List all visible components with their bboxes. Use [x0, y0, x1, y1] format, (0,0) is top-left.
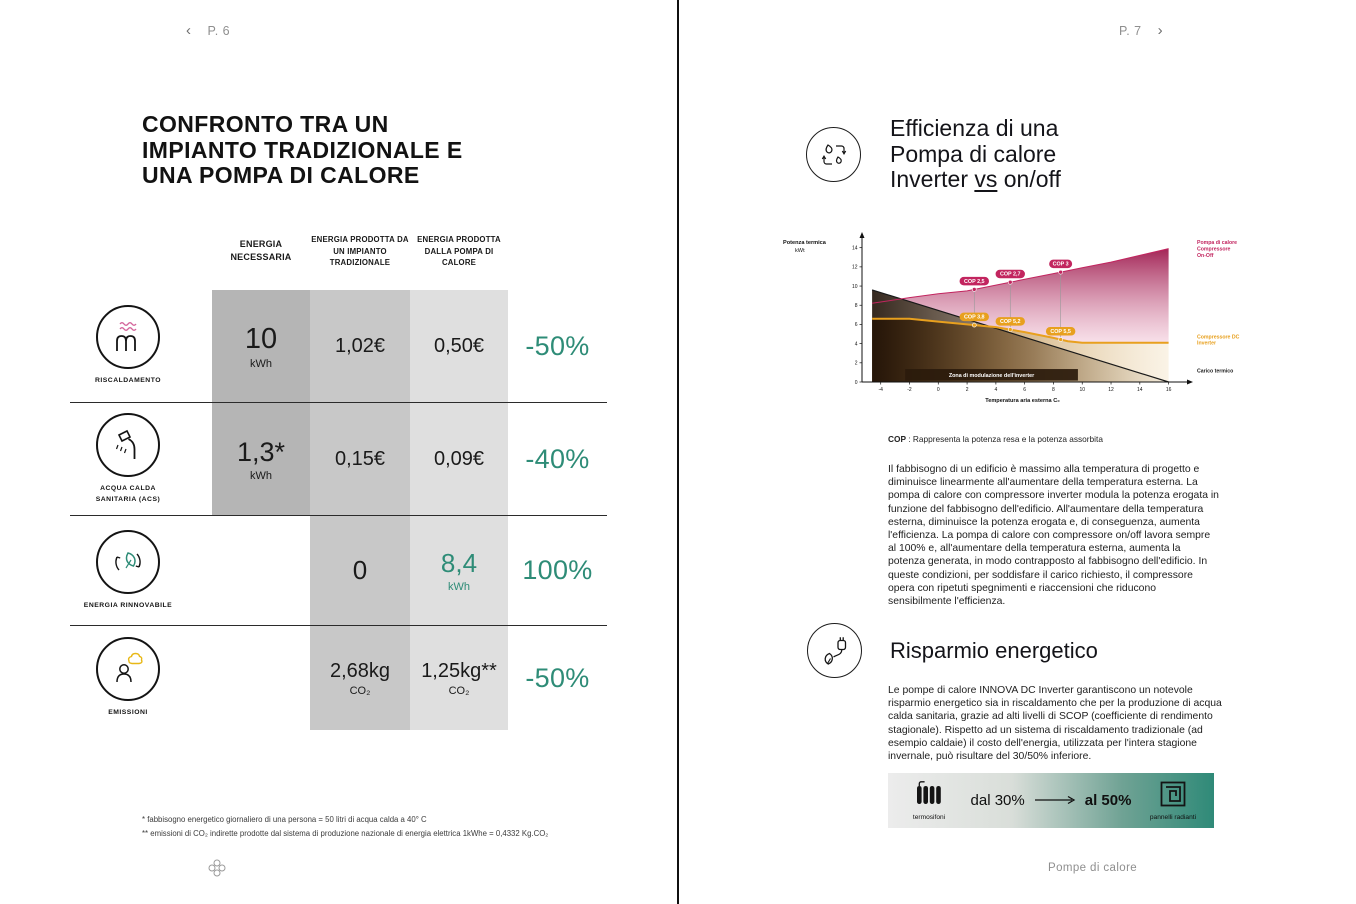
footnote: ** emissioni di CO₂ indirette prodotte dal sistema di produzione nazionale di energia elettrica 1kWhe = 0,4332 Kg.CO₂ [142, 828, 549, 838]
svg-text:COP 5,2: COP 5,2 [999, 319, 1021, 326]
value: 1,02€ [334, 334, 386, 357]
svg-text:14: 14 [1137, 387, 1143, 393]
legend-label: Carico termico [1197, 368, 1234, 375]
value-unit: kWh [448, 581, 470, 593]
page-6-label: P. 6 [207, 23, 231, 38]
svg-text:8: 8 [854, 303, 858, 310]
legend-label: Pompa di calore [1197, 240, 1238, 246]
title-line: Inverter vs on/off [890, 166, 1061, 192]
efficiency-title [890, 116, 1061, 193]
svg-text:2: 2 [854, 360, 858, 367]
title-line: UNA POMPA DI CALORE [142, 162, 420, 188]
delta-value: -50% [525, 662, 590, 693]
value: 0,50€ [433, 334, 485, 357]
value-unit: CO₂ [349, 684, 371, 697]
value: 1,25kg** [421, 659, 497, 682]
svg-text:Potenza termica: Potenza termica [783, 240, 826, 246]
banner-right [1141, 781, 1205, 821]
value: 0,15€ [334, 447, 386, 470]
legend-label: On-Off [1197, 252, 1214, 259]
page-7-nav [1119, 23, 1163, 38]
modulation-zone-label: Zona di modulazione dell'inverter [948, 372, 1035, 379]
value: 2,68kg [329, 659, 391, 682]
value: 8,4 [440, 548, 478, 578]
efficiency-body-text: Il fabbisogno di un edificio è massimo alla temperatura di progetto e diminuisce linearmente all'aumentare della temperatura esterna. La pompa di calore con compressore inverter modula la potenza erogata in funzione del fabbisogno dell'edificio. All'aumentare della temperatura esterna, diminuisce la potenza erogata e, di conseguenza, aumenta l'efficienza. La pompa di calore con compressore on/off lavora sempre al 100% e, all'aumentare della temperatura esterna, aumenta la potenza generata, in modo contrapposto al fabbisogno dell'edificio. In queste condizioni, per soddisfare il carico richiesto, il compressore opera con ripetuti spegnimenti e riaccensioni che riducono sensibilmente l'efficienza. [888, 464, 1219, 608]
range-to: al 50% [1084, 792, 1132, 809]
svg-text:kWt: kWt [795, 248, 805, 254]
radiator-small-icon [912, 781, 946, 812]
radiant-panel-icon [1160, 781, 1186, 812]
savings-title: Risparmio energetico [890, 638, 1098, 663]
range-from: dal 30% [970, 792, 1025, 809]
column-header-energia-necessaria: ENERGIA NECESSARIA [230, 239, 292, 263]
legend-label: Compressore [1197, 246, 1231, 253]
legend-label: Inverter [1197, 340, 1217, 347]
svg-text:14: 14 [851, 245, 858, 252]
legend-label: Compressore DC [1197, 334, 1240, 341]
banner-right-label: pannelli radianti [1149, 813, 1197, 821]
value-unit: kWh [250, 469, 272, 482]
chapter-footer: Pompe di calore [1048, 862, 1138, 874]
svg-text:COP 2,7: COP 2,7 [999, 271, 1021, 278]
chevron-right-icon[interactable]: › [1157, 22, 1164, 39]
value-unit: kWh [250, 357, 272, 370]
svg-text:6: 6 [854, 322, 858, 329]
svg-text:COP 3,8: COP 3,8 [963, 314, 985, 321]
footnote: * fabbisogno energetico giornaliero di una persona = 50 litri di acqua calda a 40° C [142, 815, 427, 824]
row-label: EMISSIONI [108, 709, 148, 717]
efficiency-chart [775, 228, 1245, 415]
row-label: RISCALDAMENTO [94, 377, 162, 385]
delta-value: -50% [525, 330, 590, 361]
svg-text:6: 6 [1023, 387, 1027, 393]
svg-text:COP 2,5: COP 2,5 [963, 278, 985, 285]
svg-text:10: 10 [1079, 387, 1086, 393]
value-unit: CO₂ [448, 684, 470, 697]
title-line: Pompa di calore [890, 140, 1057, 167]
cop-term: COP [888, 434, 906, 444]
title-line: Efficienza di una [890, 115, 1059, 141]
delta-value: 100% [522, 555, 593, 585]
chevron-left-icon[interactable]: ‹ [186, 22, 192, 39]
svg-text:-4: -4 [878, 387, 883, 393]
svg-text:Temperatura aria esterna C₀: Temperatura aria esterna C₀ [985, 398, 1060, 404]
leaf-plug-icon [807, 623, 862, 678]
svg-text:2: 2 [965, 387, 969, 393]
row-label: ENERGIA RINNOVABILE [83, 601, 173, 609]
page-7-label: P. 7 [1119, 23, 1142, 38]
cop-caption: COP : Rappresenta la potenza resa e la potenza assorbita [888, 434, 1103, 444]
svg-text:COP 3: COP 3 [1052, 261, 1069, 268]
drops-exchange-icon [806, 127, 861, 182]
banner-left-label: termosifoni [912, 813, 946, 821]
arrow-right-icon [1034, 792, 1076, 809]
svg-text:4: 4 [854, 341, 858, 348]
efficiency-chart-svg [775, 228, 1245, 415]
delta-value: -40% [525, 443, 590, 474]
svg-text:0: 0 [936, 387, 940, 393]
svg-text:-2: -2 [907, 387, 912, 393]
column-header-pompa-di-calore: ENERGIA PRODOTTA DALLA POMPA DI CALORE [417, 235, 501, 268]
savings-body-text: Le pompe di calore INNOVA DC Inverter garantiscono un notevole risparmio energetico sia in riscaldamento che per la produzione di acqua calda sanitaria, grazie ad alti livelli di SCOP (coefficiente di rendimento stagionale). Rispetto ad un sistema di riscaldamento tradizionale (ad esempio caldaie) il costo dell'energia, utilizzata per l'intera stagione invernale, può risultare del 30/50% inferiore. [888, 685, 1222, 763]
svg-text:16: 16 [1165, 387, 1172, 393]
title-line: IMPIANTO TRADIZIONALE E [142, 136, 463, 163]
banner-range [971, 792, 1132, 809]
banner-left [897, 781, 961, 821]
value: 0 [352, 555, 368, 585]
savings-banner [888, 773, 1214, 828]
svg-text:COP 5,5: COP 5,5 [1050, 329, 1071, 336]
value: 10 [244, 322, 278, 355]
column-header-impianto-tradizionale: ENERGIA PRODOTTA DA UN IMPIANTO TRADIZIONALE [311, 235, 409, 268]
svg-text:8: 8 [1052, 387, 1055, 393]
title-line: CONFRONTO TRA UN [142, 111, 389, 137]
value: 1,3* [236, 436, 286, 467]
svg-text:0: 0 [854, 379, 858, 386]
svg-text:10: 10 [851, 283, 858, 290]
value: 0,09€ [433, 447, 485, 470]
svg-text:12: 12 [1108, 387, 1114, 393]
svg-text:4: 4 [994, 387, 998, 393]
svg-text:12: 12 [851, 264, 858, 271]
row-label: ACQUA CALDA SANITARIA (ACS) [95, 484, 161, 503]
